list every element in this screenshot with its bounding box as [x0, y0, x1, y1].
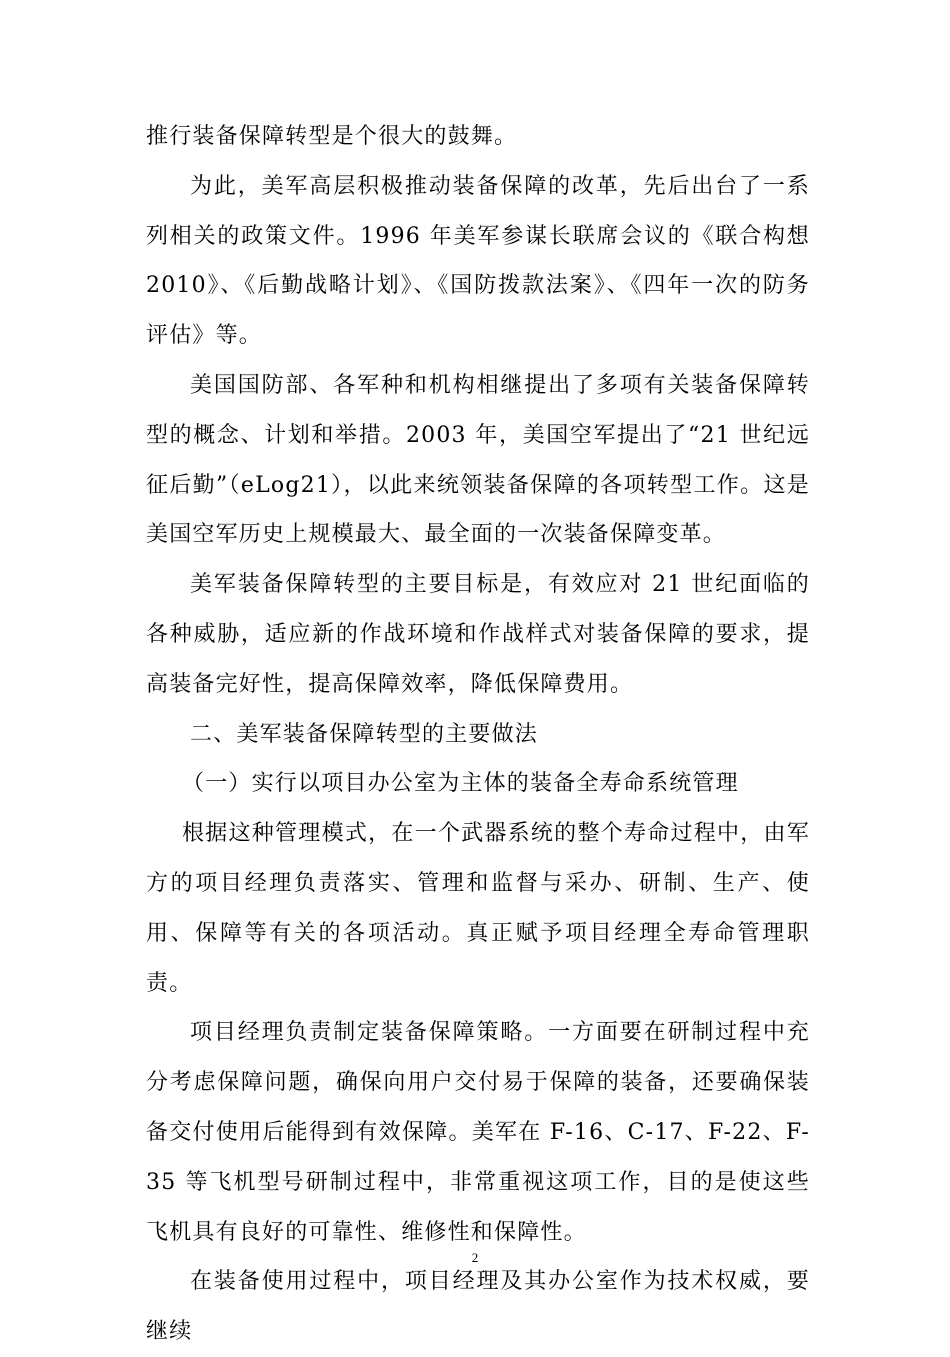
document-body	[146, 112, 810, 1357]
paragraph-support-strategy: 项目经理负责制定装备保障策略。一方面要在研制过程中充分考虑保障问题，确保向用户交付易于保障的装备，还要确保装备交付使用后能得到有效保障。美军在 F-16、C-17、F-22、F-35 等飞机型号研制过程中，非常重视这项工作，目的是使这些飞机具有良好的可靠性、维修性和保障性。	[146, 1020, 810, 1245]
paragraph-usage-process: 在装备使用过程中，项目经理及其办公室作为技术权威，要继续	[146, 1269, 810, 1345]
subsection-heading: （一）实行以项目办公室为主体的装备全寿命系统管理	[182, 771, 739, 797]
paragraph-policy-documents: 为此，美军高层积极推动装备保障的改革，先后出台了一系列相关的政策文件。1996 年美军参谋长联席会议的《联合构想 2010》、《后勤战略计划》、《国防拨款法案》、《四年一次的防务评估》等。	[146, 173, 810, 349]
paragraph-elog21: 美国国防部、各军种和机构相继提出了多项有关装备保障转型的概念、计划和举措。2003 年，美国空军提出了“21 世纪远征后勤”（eLog21），以此来统领装备保障的各项转型工作。这是美国空军历史上规模最大、最全面的一次装备保障变革。	[146, 372, 810, 548]
paragraph-main-goals: 美军装备保障转型的主要目标是，有效应对 21 世纪面临的各种威胁，适应新的作战环境和作战样式对装备保障的要求，提高装备完好性，提高保障效率，降低保障费用。	[146, 572, 810, 697]
paragraph-management-model: 根据这种管理模式，在一个武器系统的整个寿命过程中，由军方的项目经理负责落实、管理和监督与采办、研制、生产、使用、保障等有关的各项活动。真正赋予项目经理全寿命管理职责。	[146, 821, 810, 996]
paragraph-continuation: 推行装备保障转型是个很大的鼓舞。	[146, 124, 518, 149]
section-heading: 二、美军装备保障转型的主要做法	[190, 721, 539, 747]
page-number: 2	[471, 1250, 479, 1265]
